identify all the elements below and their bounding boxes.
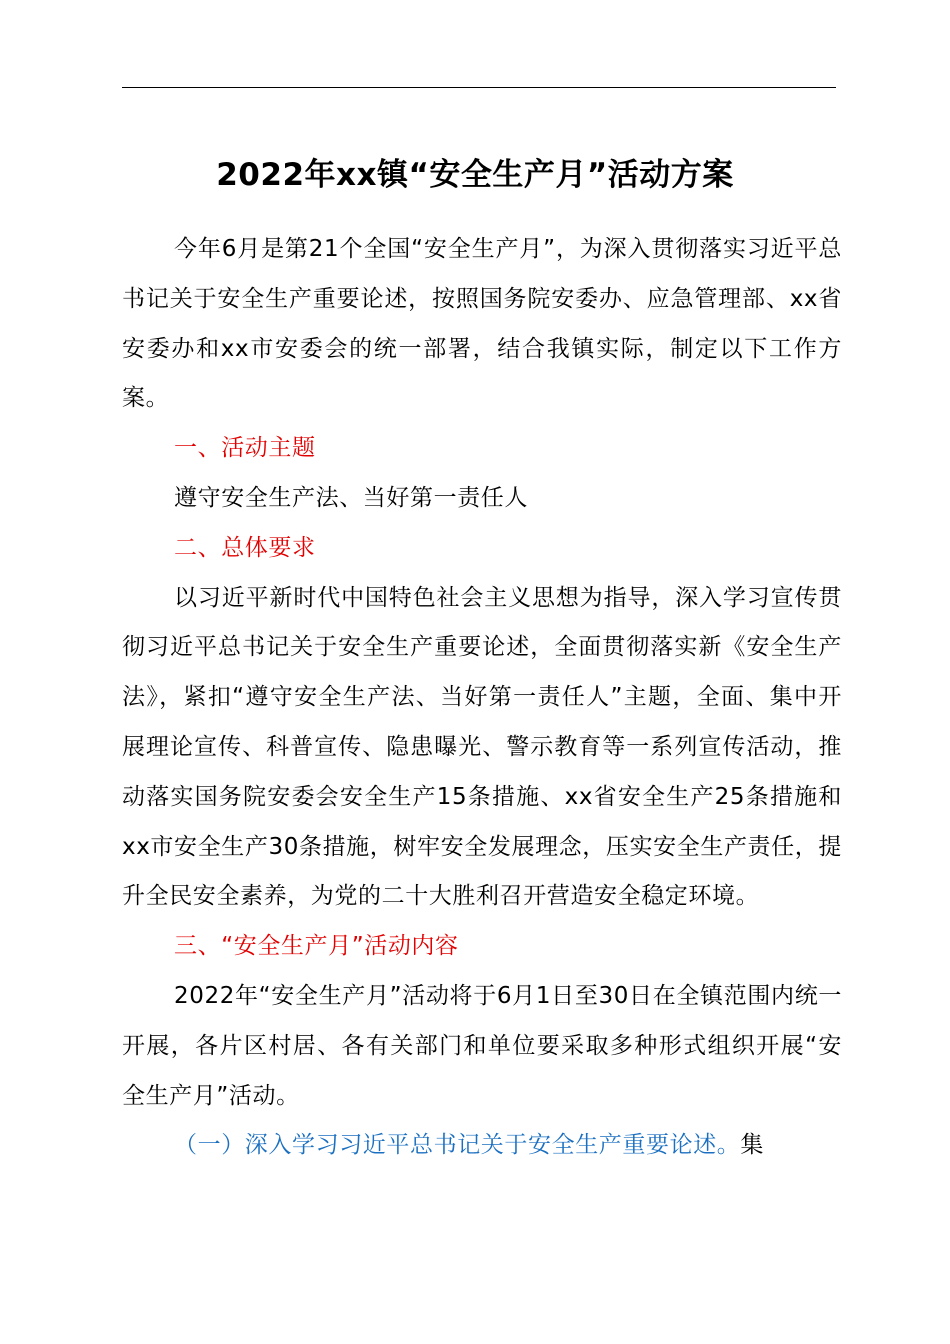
subsection-1-paragraph [122, 1121, 842, 1171]
intro-paragraph: 今年6月是第21个全国“安全生产月”，为深入贯彻落实习近平总书记关于安全生产重要论述，按照国务院安委办、应急管理部、xx省安委办和xx市安委会的统一部署，结合我镇实际，制定以下工作方案。 [122, 236, 842, 412]
section-2-heading: 二、总体要求 [174, 534, 316, 561]
subsection-1-heading: （一）深入学习习近平总书记关于安全生产重要论述。 [174, 1132, 741, 1159]
section-1-heading: 一、活动主题 [174, 435, 316, 462]
section-3-heading: 三、“安全生产月”活动内容 [174, 933, 459, 960]
subsection-1-text: 集 [740, 1132, 765, 1159]
section-2-text: 以习近平新时代中国特色社会主义思想为指导，深入学习宣传贯彻习近平总书记关于安全生产重要论述，全面贯彻落实新《安全生产法》，紧扣“遵守安全生产法、当好第一责任人”主题，全面、集中开展理论宣传、科普宣传、隐患曝光、警示教育等一系列宣传活动，推动落实国务院安委会安全生产15条措施、xx省安全生产25条措施和xx市安全生产30条措施，树牢安全发展理念，压实安全生产责任，提升全民安全素养，为党的二十大胜利召开营造安全稳定环境。 [122, 584, 842, 910]
document-body [122, 225, 842, 1171]
header-rule [122, 87, 836, 88]
section-3-text: 2022年“安全生产月”活动将于6月1日至30日在全镇范围内统一开展，各片区村居、各有关部门和单位要采取多种形式组织开展“安全生产月”活动。 [122, 982, 842, 1109]
section-1-text: 遵守安全生产法、当好第一责任人 [174, 484, 528, 511]
document-title: 2022年xx镇“安全生产月”活动方案 [216, 157, 734, 193]
